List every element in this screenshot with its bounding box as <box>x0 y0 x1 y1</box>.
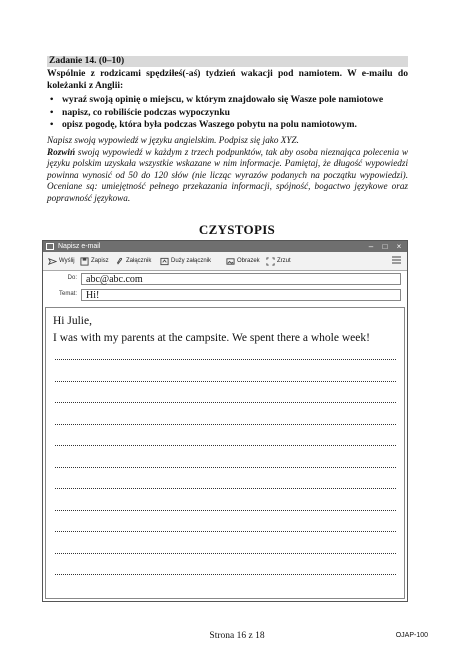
large-attachment-button[interactable] <box>160 256 211 266</box>
instruction-rest: swoją wypowiedź w każdym z trzech podpunktów, tak aby osoba nieznająca polecenia w języku polskim uzyskała wszystkie wskazane w nim informacje. Pamiętaj, że długość wypowiedzi powinna wynosić od 50 do 120 słów (nie licząc wyrazów podanych na początku wypowiedzi). Oceniane są: umiejętność pełnego przekazania informacji, spójność, bogactwo językowe oraz poprawność językowa. <box>47 146 408 203</box>
subject-row <box>43 287 407 303</box>
screenshot-label: Zrzut <box>277 258 291 264</box>
email-body[interactable] <box>45 307 405 599</box>
window-title: Napisz e-mail <box>58 243 101 250</box>
email-window <box>42 240 408 602</box>
task-bullet: • opisz pogodę, która była podczas Waszego pobytu na polu namiotowym. <box>49 119 409 132</box>
body-first-line: I was with my parents at the campsite. We spent there a whole week! <box>53 332 370 344</box>
save-button[interactable] <box>80 256 109 266</box>
send-icon <box>48 257 57 266</box>
subject-label: Temat: <box>58 291 77 297</box>
paperclip-icon <box>115 257 124 266</box>
to-label: Do: <box>67 275 77 281</box>
instruction-paragraph <box>47 147 408 205</box>
page-number: Strona 16 z 18 <box>209 631 265 641</box>
task-instructions <box>47 135 408 205</box>
task-bullets <box>49 94 409 132</box>
writing-line <box>55 424 396 425</box>
writing-line <box>55 359 396 360</box>
send-button[interactable] <box>48 256 75 266</box>
task-bullet: • wyraź swoją opinię o miejscu, w którym znajdowało się Wasze pole namiotowe <box>49 94 409 107</box>
task-intro: Wspólnie z rodzicami spędziłeś(-aś) tydzień wakacji pod namiotem. W e-mailu do koleżanki z Anglii: <box>47 68 408 91</box>
instruction-bold-word: Rozwiń <box>47 146 76 157</box>
to-row <box>43 271 407 287</box>
envelope-icon <box>46 243 54 250</box>
writing-line <box>55 467 396 468</box>
clean-copy-title: CZYSTOPIS <box>198 222 276 237</box>
writing-line <box>55 510 396 511</box>
subject-field[interactable]: Hi! <box>81 289 401 301</box>
attachment-label: Załącznik <box>126 258 152 264</box>
save-label: Zapisz <box>91 258 109 264</box>
large-attachment-label: Duży załącznik <box>171 258 212 264</box>
exam-code: OJAP-100 <box>395 632 428 639</box>
task-bullet: • napisz, co robiliście podczas wypoczynku <box>49 107 409 120</box>
email-toolbar <box>43 252 407 271</box>
screenshot-icon <box>266 257 275 266</box>
task-header: Zadanie 14. (0–10) <box>47 56 408 67</box>
writing-line <box>55 488 396 489</box>
image-label: Obrazek <box>237 258 260 264</box>
body-greeting: Hi Julie, <box>53 315 92 327</box>
menu-icon[interactable] <box>392 256 401 264</box>
image-button[interactable] <box>226 256 260 266</box>
large-attachment-icon <box>160 257 169 266</box>
attachment-button[interactable] <box>115 256 151 266</box>
writing-line <box>55 574 396 575</box>
window-titlebar <box>43 241 407 252</box>
writing-line <box>55 445 396 446</box>
maximize-button[interactable]: □ <box>382 242 388 251</box>
writing-line <box>55 553 396 554</box>
instruction-line: Napisz swoją wypowiedź w języku angielskim. Podpisz się jako XYZ. <box>47 135 299 145</box>
image-icon <box>226 257 235 266</box>
send-label: Wyślij <box>59 258 75 264</box>
save-icon <box>80 257 89 266</box>
writing-line <box>55 402 396 403</box>
close-button[interactable]: × <box>396 242 402 251</box>
minimize-button[interactable]: – <box>368 242 374 251</box>
screenshot-button[interactable] <box>266 256 291 266</box>
writing-line <box>55 381 396 382</box>
writing-line <box>55 531 396 532</box>
to-field[interactable]: abc@abc.com <box>81 273 401 285</box>
